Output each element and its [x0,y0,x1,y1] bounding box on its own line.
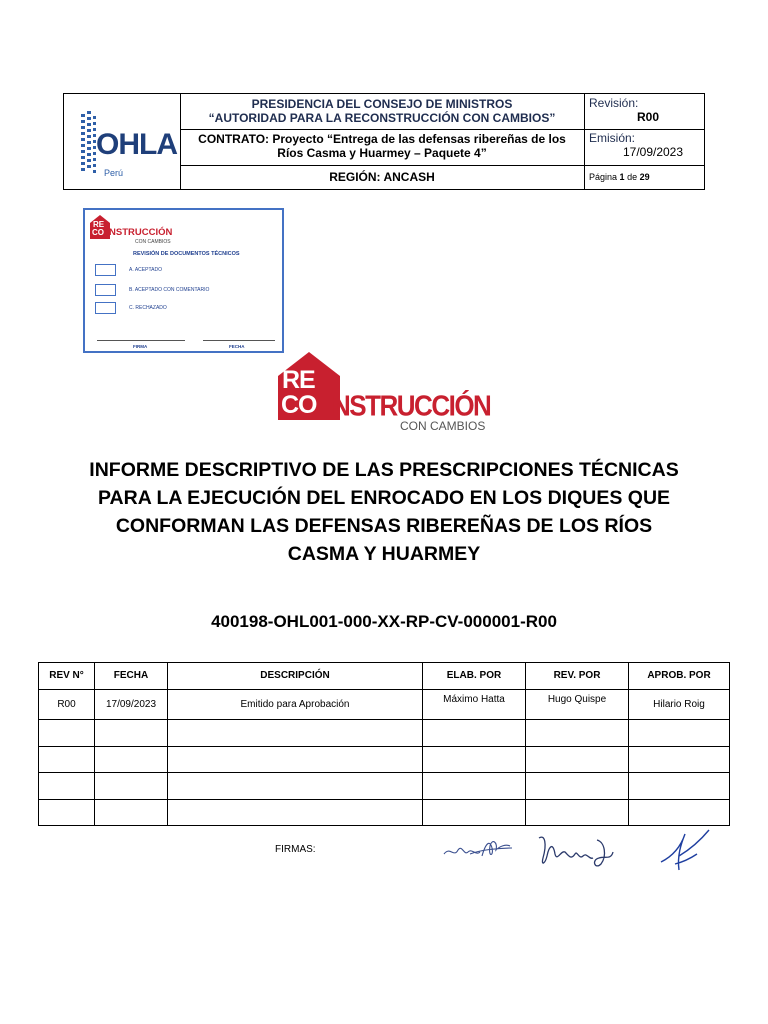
reconstruccion-logo [276,350,496,440]
stamp-logo-sub: CON CAMBIOS [135,239,171,245]
logo-re: RE [282,366,315,394]
header-contract-cell [180,129,584,166]
table-cell [95,799,168,826]
table-cell [423,720,526,747]
ohla-logo-country: Perú [104,168,124,178]
table-cell [95,746,168,773]
table-row [39,799,730,826]
table-row [39,720,730,747]
table-cell: Emitido para Aprobación [168,689,423,720]
document-code: 400198-OHL001-000-XX-RP-CV-000001-R00 [211,612,557,631]
table-cell [423,746,526,773]
header-region-cell [180,165,584,189]
document-title [80,456,688,568]
table-row [39,746,730,773]
col-header-rev: REV N° [39,663,95,690]
title-line-1: INFORME DESCRIPTIVO DE LAS PRESCRIPCIONES TÉCNICAS [89,459,679,481]
review-stamp [83,208,284,353]
table-cell: Hugo Quispe [526,689,629,720]
table-cell [39,720,95,747]
ohla-logo [64,94,181,189]
page-total: 29 [639,172,650,182]
firmas-label: FIRMAS: [275,844,316,855]
header-right [584,94,704,189]
emision-value: 17/09/2023 [622,145,684,159]
option-aceptado-con-comentario: B. ACEPTADO CON COMENTARIO [129,287,210,293]
table-cell [629,720,730,747]
document-header [63,93,705,190]
checkbox-rechazado[interactable] [95,302,116,314]
revision-table [38,662,730,826]
table-cell [95,773,168,800]
stamp-title: REVISIÓN DE DOCUMENTOS TÉCNICOS [133,251,240,257]
signature-elab [440,834,516,866]
table-cell [526,720,629,747]
table-cell: Hilario Roig [629,689,730,720]
table-cell: Máximo Hatta [423,689,526,720]
stamp-logo-re: RE [93,220,105,229]
logo-sub: CON CAMBIOS [400,419,486,433]
table-cell [168,773,423,800]
table-cell [39,746,95,773]
stamp-logo-text: NSTRUCCIÓN [109,227,173,238]
table-cell [526,773,629,800]
table-cell [629,746,730,773]
col-header-fecha: FECHA [95,663,168,690]
table-cell [526,746,629,773]
firma-label: FIRMA [133,344,148,349]
table-cell [423,799,526,826]
table-cell [168,799,423,826]
page-of: de [627,172,638,182]
option-rechazado: C. RECHAZADO [129,305,167,311]
emision-label: Emisión: [589,131,636,145]
stamp-logo-co: CO [92,228,104,237]
header-contract-a: CONTRATO: Proyecto “Entrega de las defensas ribereñas de los [198,132,566,146]
table-cell: R00 [39,689,95,720]
table-cell [423,773,526,800]
col-header-descripcion: DESCRIPCIÓN [168,663,423,690]
table-cell [168,720,423,747]
table-cell [629,773,730,800]
logo-co: CO [281,391,317,419]
header-region: REGIÓN: ANCASH [329,170,435,184]
signature-rev [535,830,615,872]
table-cell: 17/09/2023 [95,689,168,720]
table-row [39,773,730,800]
option-aceptado: A. ACEPTADO [129,267,162,273]
title-line-2: PARA LA EJECUCIÓN DEL ENROCADO EN LOS DIQUES QUE [97,487,671,509]
table-cell [526,799,629,826]
page-cell [584,165,704,189]
table-cell [39,799,95,826]
ohla-logo-text: OHLA [96,128,177,161]
header-middle [180,94,585,189]
page-number: 1 [619,172,625,182]
title-line-3: CONFORMAN LAS DEFENSAS RIBEREÑAS DE LOS RÍOS [115,515,653,537]
header-contract-b: Ríos Casma y Huarmey – Paquete 4” [277,146,487,160]
table-cell [39,773,95,800]
page-indicator [584,165,704,182]
col-header-rev-por: REV. POR [526,663,629,690]
signature-aprob [655,826,715,874]
firma-line [97,340,185,341]
header-title-cell [180,94,584,130]
fecha-label: FECHA [229,344,245,349]
fecha-line [203,340,275,341]
table-row [39,689,730,720]
checkbox-aceptado-con-comentario[interactable] [95,284,116,296]
logo-nstruccion: NSTRUCCIÓN [332,388,491,422]
table-header-row [39,663,730,690]
title-line-4: CASMA Y HUARMEY [287,543,481,565]
checkbox-aceptado[interactable] [95,264,116,276]
col-header-elab: ELAB. POR [423,663,526,690]
emision-cell [584,129,704,166]
table-cell [168,746,423,773]
table-cell [95,720,168,747]
header-line2: “AUTORIDAD PARA LA RECONSTRUCCIÓN CON CAMBIOS” [208,111,556,125]
page-prefix: Página [589,172,618,182]
header-line1: PRESIDENCIA DEL CONSEJO DE MINISTROS [251,97,513,111]
table-cell [629,799,730,826]
revision-label: Revisión: [589,96,639,110]
col-header-aprob: APROB. POR [629,663,730,690]
revision-value: R00 [636,110,659,124]
revision-cell [584,94,704,130]
